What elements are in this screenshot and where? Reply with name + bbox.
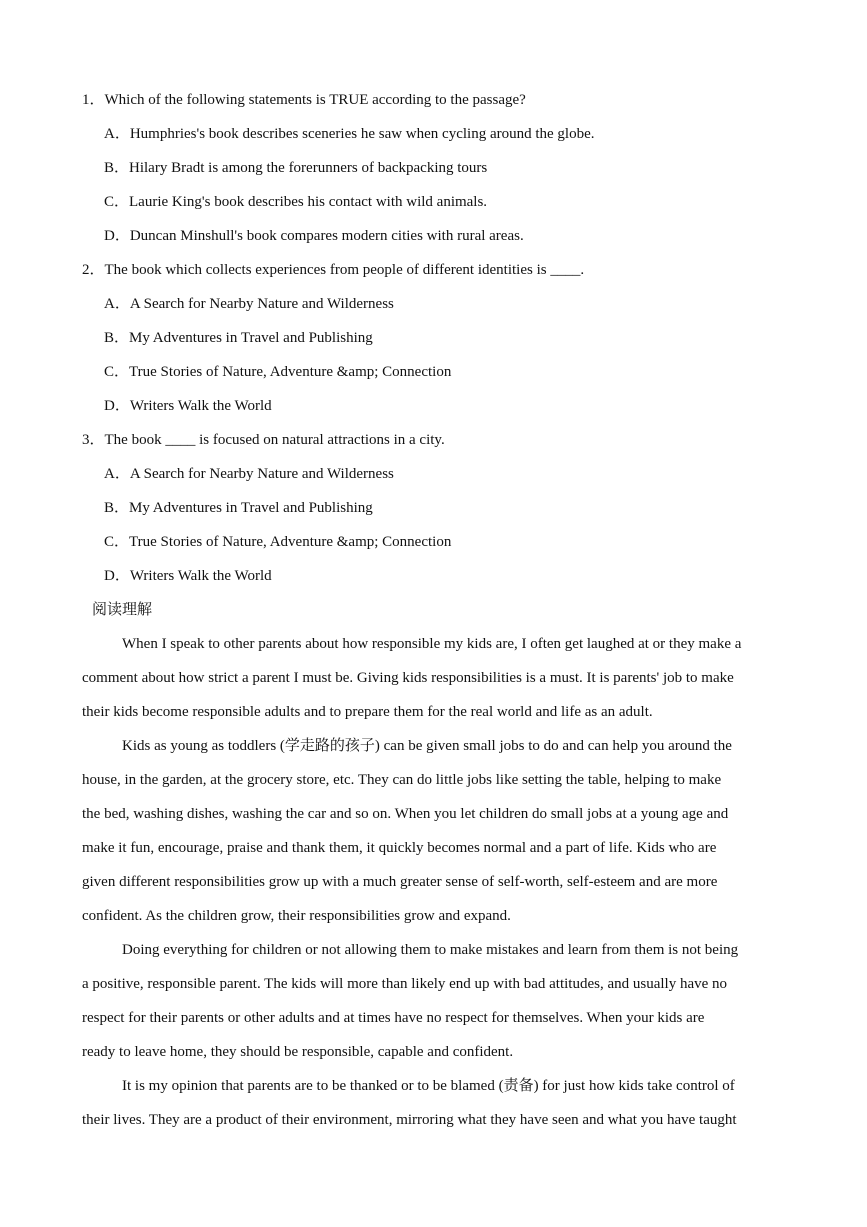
passage-line: their kids become responsible adults and to prepare them for the real world and life as an adult. — [82, 704, 653, 720]
question-1-option-c — [104, 192, 487, 212]
passage-line: confident. As the children grow, their responsibilities grow and expand. — [82, 908, 511, 924]
option-letter: D． — [104, 228, 130, 244]
question-1-stem — [82, 90, 526, 110]
option-text: A Search for Nearby Nature and Wilderness — [129, 296, 394, 312]
question-3-stem — [82, 430, 445, 450]
option-letter: D． — [104, 398, 130, 414]
question-text: The book ____ is focused on natural attractions in a city. — [104, 432, 445, 448]
passage-line: Kids as young as toddlers (学走路的孩子) can be given small jobs to do and can help you around the — [122, 738, 732, 754]
question-number: 3． — [82, 432, 105, 448]
option-letter: B． — [104, 500, 130, 516]
question-number: 2． — [82, 262, 105, 278]
option-text: Laurie King's book describes his contact with wild animals. — [129, 194, 488, 210]
option-letter: A． — [104, 296, 130, 312]
option-text: Writers Walk the World — [129, 568, 272, 584]
option-text: True Stories of Nature, Adventure &amp; Connection — [129, 364, 452, 380]
option-letter: A． — [104, 126, 130, 142]
option-text: Writers Walk the World — [129, 398, 272, 414]
question-3-option-d — [104, 566, 272, 586]
option-text: Hilary Bradt is among the forerunners of backpacking tours — [129, 160, 488, 176]
option-text: Duncan Minshull's book compares modern cities with rural areas. — [129, 228, 524, 244]
passage-line: When I speak to other parents about how responsible my kids are, I often get laughed at or they make a — [122, 636, 742, 652]
question-3-option-b — [104, 498, 373, 518]
option-text: True Stories of Nature, Adventure &amp; Connection — [129, 534, 452, 550]
question-1-option-a — [104, 124, 595, 144]
option-text: Humphries's book describes sceneries he saw when cycling around the globe. — [129, 126, 595, 142]
option-letter: C． — [104, 364, 130, 380]
passage-line: their lives. They are a product of their environment, mirroring what they have seen and what you have taught — [82, 1112, 737, 1128]
passage-line: ready to leave home, they should be responsible, capable and confident. — [82, 1044, 514, 1060]
passage-line: comment about how strict a parent I must be. Giving kids responsibilities is a must. It is parents' job to make — [82, 670, 734, 686]
option-letter: C． — [104, 194, 130, 210]
question-3-option-a — [104, 464, 394, 484]
question-2-stem — [82, 260, 584, 280]
option-letter: A． — [104, 466, 130, 482]
question-text: The book which collects experiences from people of different identities is ____. — [104, 262, 585, 278]
question-2-option-d — [104, 396, 272, 416]
question-1-option-d — [104, 226, 524, 246]
option-letter: D． — [104, 568, 130, 584]
passage-line: Doing everything for children or not allowing them to make mistakes and learn from them is not being — [122, 942, 739, 958]
passage-line: make it fun, encourage, praise and thank them, it quickly becomes normal and a part of life. Kids who are — [82, 840, 717, 856]
question-3-option-c — [104, 532, 451, 552]
question-2-option-c — [104, 362, 451, 382]
section-heading: 阅读理解 — [92, 602, 153, 618]
option-letter: C． — [104, 534, 130, 550]
question-1-option-b — [104, 158, 487, 178]
passage-line: house, in the garden, at the grocery store, etc. They can do little jobs like setting the table, helping to make — [82, 772, 722, 788]
option-letter: B． — [104, 330, 130, 346]
passage-line: the bed, washing dishes, washing the car and so on. When you let children do small jobs at a young age and — [82, 806, 729, 822]
option-text: A Search for Nearby Nature and Wilderness — [129, 466, 394, 482]
passage-line: given different responsibilities grow up with a much greater sense of self-worth, self-esteem and are more — [82, 874, 718, 890]
question-2-option-b — [104, 328, 373, 348]
option-text: My Adventures in Travel and Publishing — [129, 330, 373, 346]
passage-line: respect for their parents or other adults and at times have no respect for themselves. When your kids are — [82, 1010, 705, 1026]
passage-line: a positive, responsible parent. The kids will more than likely end up with bad attitudes, and usually have no — [82, 976, 728, 992]
question-number: 1． — [82, 92, 105, 108]
option-text: My Adventures in Travel and Publishing — [129, 500, 373, 516]
question-text: Which of the following statements is TRUE according to the passage? — [104, 92, 526, 108]
passage-line: It is my opinion that parents are to be thanked or to be blamed (责备) for just how kids take control of — [122, 1078, 735, 1094]
question-2-option-a — [104, 294, 394, 314]
option-letter: B． — [104, 160, 130, 176]
